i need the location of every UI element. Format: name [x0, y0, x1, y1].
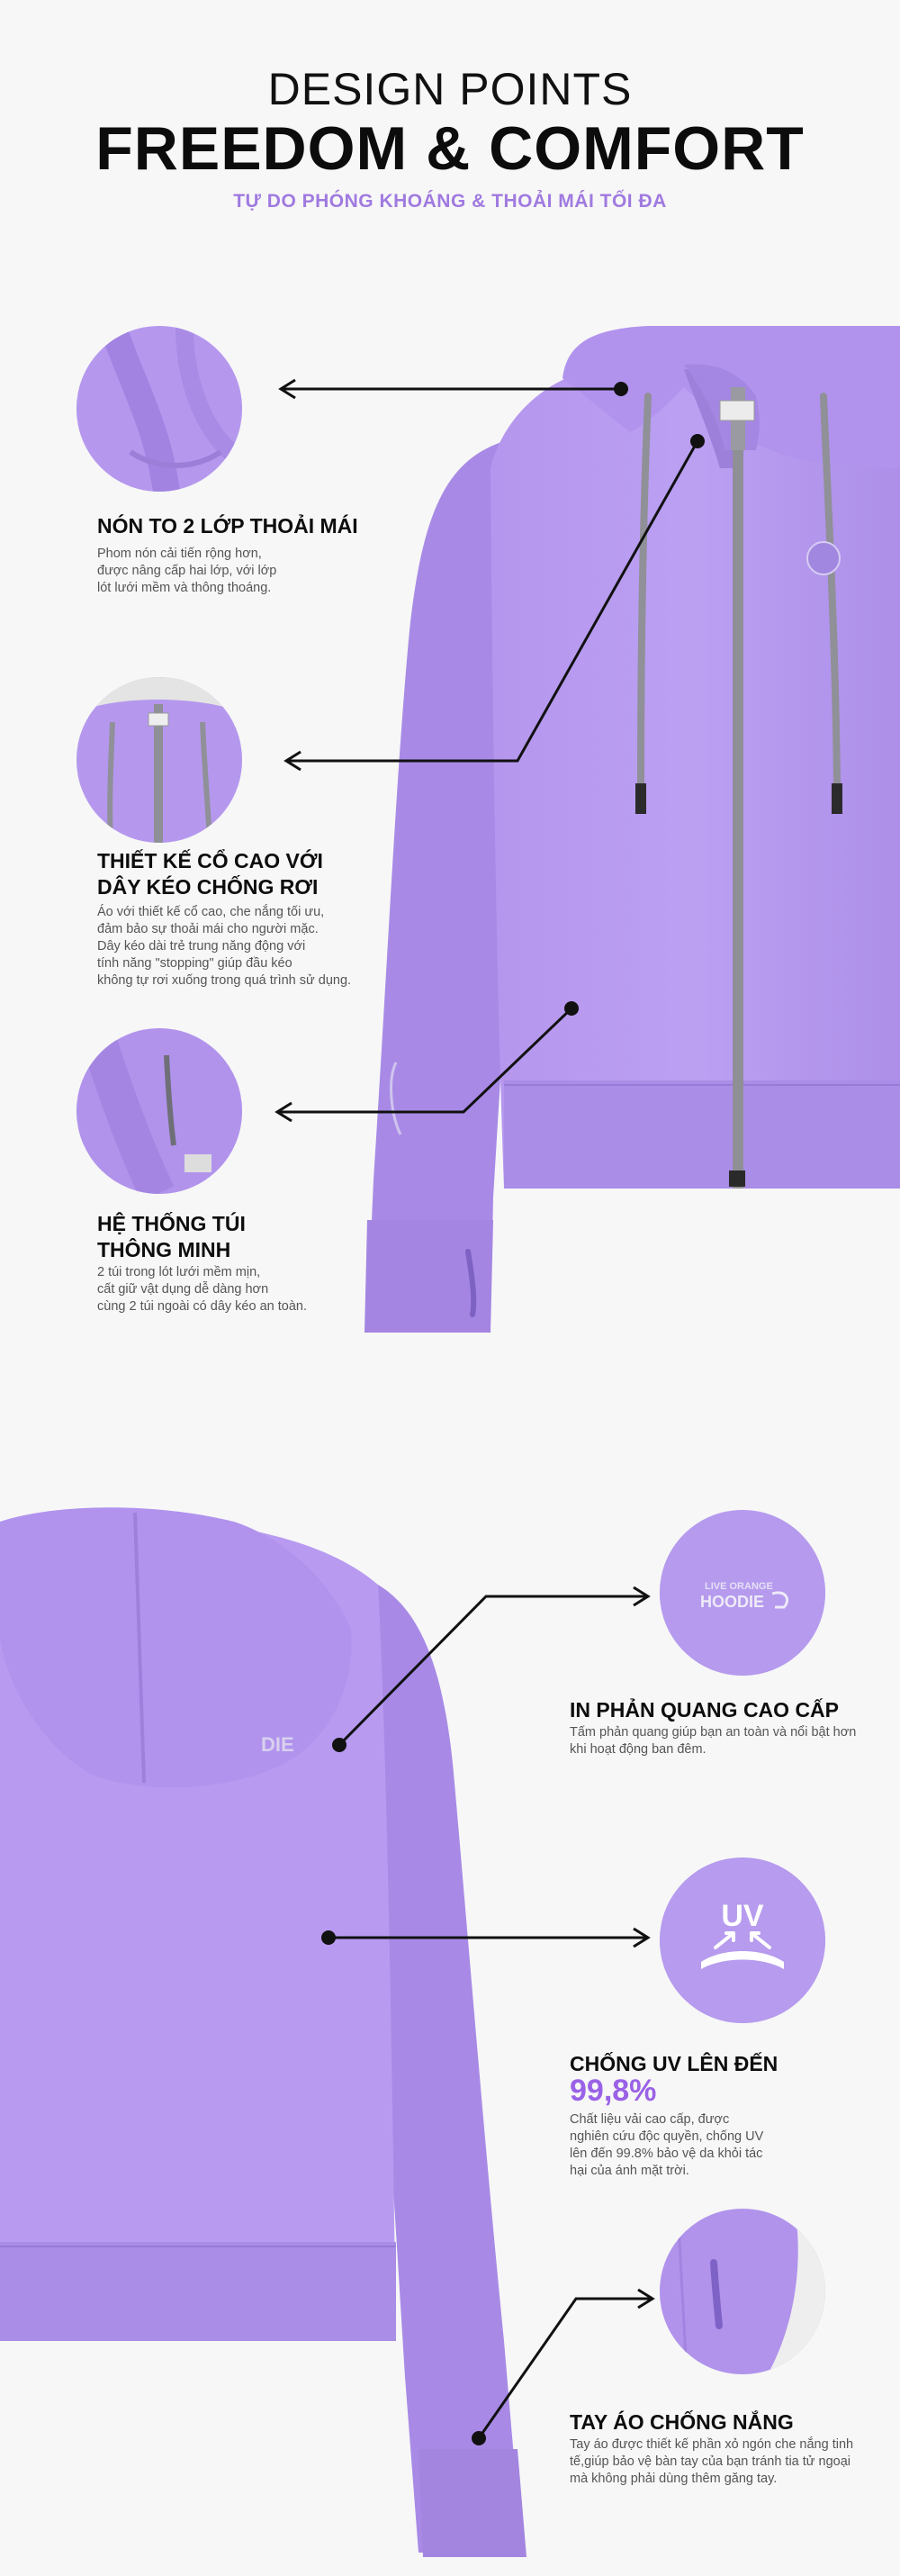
feature-reflective-title: IN PHẢN QUANG CAO CẤP: [570, 1698, 840, 1722]
reflective-print-detail-image: [660, 1510, 825, 1676]
feature-pocket-title: HỆ THỐNG TÚI THÔNG MINH: [97, 1212, 246, 1261]
feature-sleeve-title: TAY ÁO CHỐNG NẮNG: [570, 2410, 794, 2434]
reflective-logo-small: LIVE ORANGE: [705, 1581, 773, 1592]
uv-icon-label: UV: [721, 1899, 764, 1933]
sleeve-detail-image: [660, 2209, 825, 2374]
feature-pocket-desc: 2 túi trong lót lưới mềm mịn, cất giữ vật dụng dễ dàng hơn cùng 2 túi ngoài có dây kéo an toàn.: [97, 1265, 307, 1314]
header-subtitle: TỰ DO PHÓNG KHOÁNG & THOẢI MÁI TỐI ĐA: [233, 191, 667, 212]
pocket-detail-image: [76, 1028, 242, 1194]
uv-protection-detail-image: [660, 1857, 825, 2023]
feature-uv-title: CHỐNG UV LÊN ĐẾN: [570, 2052, 778, 2075]
feature-hood-title: NÓN TO 2 LỚP THOẢI MÁI: [97, 514, 358, 538]
feature-reflective-desc: Tấm phản quang giúp bạn an toàn và nổi bật hơn khi hoạt động ban đêm.: [570, 1725, 857, 1757]
feature-hood-desc: Phom nón cải tiến rộng hơn, được nâng cấp hai lớp, với lớp lót lưới mềm và thông thoáng.: [97, 547, 277, 595]
feature-collar-desc: Áo với thiết kế cổ cao, che nắng tối ưu, đảm bảo sự thoải mái cho người mặc. Dây kéo dài trẻ trung năng động với tính năng "stopping" giúp đầu kéo không tự rơi xuống trong quá trình sử dụng.: [97, 905, 352, 988]
uv-protection-stat: 99,8%: [570, 2074, 657, 2108]
feature-uv-desc: Chất liệu vải cao cấp, được nghiên cứu độc quyền, chống UV lên đến 99.8% bảo vệ da khỏi tác hại của ánh mặt trời.: [570, 2112, 764, 2178]
hood-detail-image: [76, 326, 242, 492]
header-title: FREEDOM & COMFORT: [95, 114, 805, 183]
collar-zipper-detail-image: [76, 677, 242, 843]
header-line1: DESIGN POINTS: [267, 64, 633, 114]
svg-text:DIE: DIE: [261, 1733, 294, 1756]
feature-sleeve-desc: Tay áo được thiết kế phần xỏ ngón che nắng tinh tế,giúp bảo vệ bàn tay của bạn tránh tia tử ngoại mà không phải dùng thêm găng tay.: [570, 2437, 854, 2486]
feature-collar-title: THIẾT KẾ CỔ CAO VỚI DÂY KÉO CHỐNG RƠI: [97, 849, 323, 899]
reflective-logo-big: HOODIE: [700, 1593, 765, 1611]
